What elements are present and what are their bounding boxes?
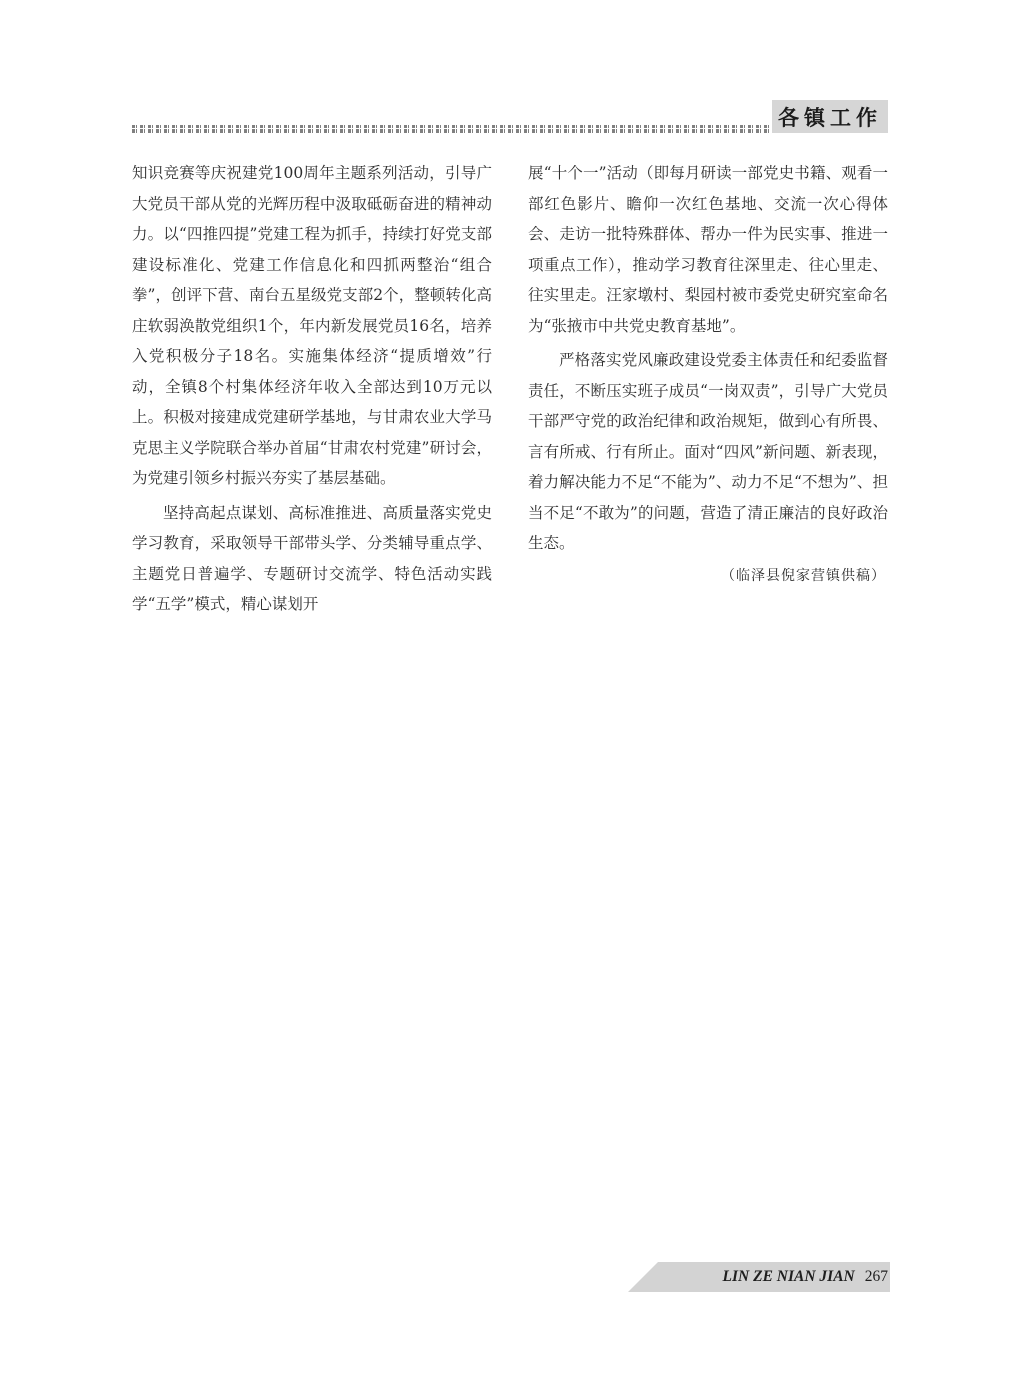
left-paragraph-1: 知识竞赛等庆祝建党100周年主题系列活动，引导广大党员干部从党的光辉历程中汲取砥砺奋进的精神动力。以“四推四提”党建工程为抓手，持续打好党支部建设标准化、党建工作信息化和四抓两整治“组合拳”，创评下营、南台五星级党支部2个，整顿转化高庄软弱涣散党组织1个，年内新发展党员16名，培养入党积极分子18名。实施集体经济“提质增效”行动，全镇8个村集体经济年收入全部达到10万元以上。积极对接建成党建研学基地，与甘肃农业大学马克思主义学院联合举办首届“甘肃农村党建”研讨会，为党建引领乡村振兴夯实了基层基础。 — [132, 164, 492, 487]
page-number: 267 — [864, 1268, 888, 1285]
right-column — [528, 158, 888, 591]
section-tab — [772, 100, 888, 133]
source-credit: （临泽县倪家营镇供稿） — [721, 567, 886, 584]
journal-name: LIN ZE NIAN JIAN — [722, 1268, 855, 1285]
section-title: 各镇工作 — [778, 104, 882, 130]
right-paragraph-1: 展“十个一”活动（即每月研读一部党史书籍、观看一部红色影片、瞻仰一次红色基地、交流一次心得体会、走访一批特殊群体、帮办一件为民实事、推进一项重点工作），推动学习教育往深里走、往心里走、往实里走。汪家墩村、梨园村被市委党史研究室命名为“张掖市中共党史教育基地”。 — [528, 164, 888, 335]
left-column — [132, 158, 492, 620]
footer — [723, 1262, 888, 1292]
header-decorative-rule — [132, 125, 772, 133]
left-paragraph-2: 坚持高起点谋划、高标准推进、高质量落实党史学习教育，采取领导干部带头学、分类辅导重点学、主题党日普遍学、专题研讨交流学、特色活动实践学“五学”模式，精心谋划开 — [132, 503, 492, 613]
right-paragraph-2: 严格落实党风廉政建设党委主体责任和纪委监督责任，不断压实班子成员“一岗双责”，引导广大党员干部严守党的政治纪律和政治规矩，做到心有所畏、言有所戒、行有所止。面对“四风”新问题、新表现，着力解决能力不足“不能为”、动力不足“不想为”、担当不足“不敢为”的问题，营造了清正廉洁的良好政治生态。 — [528, 351, 888, 552]
